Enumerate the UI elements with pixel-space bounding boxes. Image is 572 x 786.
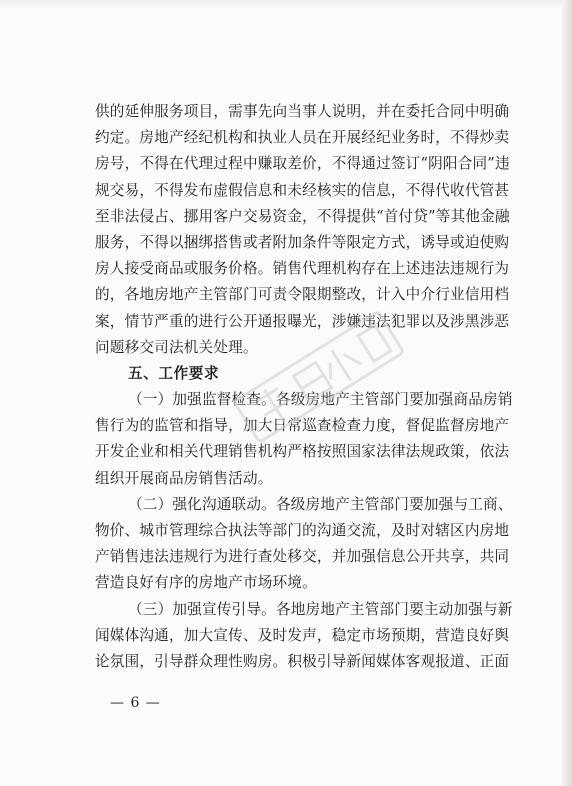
section-heading: 五、工作要求 <box>128 364 220 382</box>
paragraph-line: 物价、城市管理综合执法等部门的沟通交流，及时对辖区内房地 <box>95 522 510 539</box>
paragraph-line: 论氛围，引导群众理性购房。积极引导新闻媒体客观报道、正面 <box>95 652 510 670</box>
paragraph-line: 产销售违法违规行为进行查处移交，并加强信息公开共享，共同 <box>95 548 510 566</box>
scan-shadow-right <box>562 0 572 786</box>
paragraph-line: （一）加强监督检查。各级房地产主管部门要加强商品房销 <box>128 391 513 409</box>
paragraph-line: 售行为的监管和指导，加大日常巡查检查力度，督促监督房地产 <box>95 417 510 435</box>
paragraph-line: 房号，不得在代理过程中赚取差价，不得通过签订“阴阳合同”违 <box>95 155 510 173</box>
paragraph-line: 至非法侵占、挪用客户交易资金，不得提供“首付贷”等其他金融 <box>95 207 510 225</box>
paragraph-line: 房人接受商品或服务价格。销售代理机构存在上述违法违规行为 <box>95 260 510 278</box>
paragraph-line: 约定。房地产经纪机构和执业人员在开展经纪业务时，不得炒卖 <box>95 129 510 147</box>
paragraph-line: 的，各地房地产主管部门可责令限期整改，计入中介行业信用档 <box>95 286 510 304</box>
paragraph-line: 服务，不得以捆绑搭售或者附加条件等限定方式，诱导或迫使购 <box>95 233 510 251</box>
page-number: — 6 — <box>110 695 161 711</box>
paragraph-line: 营造良好有序的房地产市场环境。 <box>95 574 317 592</box>
paragraph-line: 案，情节严重的进行公开通报曝光，涉嫌违法犯罪以及涉黑涉恶 <box>95 312 510 330</box>
paragraph-line: （三）加强宣传引导。各地房地产主管部门要主动加强与新 <box>128 600 513 618</box>
paragraph-line: 问题移交司法机关处理。 <box>95 338 258 356</box>
paragraph-line: 供的延伸服务项目，需事先向当事人说明，并在委托合同中明确 <box>95 103 510 120</box>
paragraph-line: 组织开展商品房销售活动。 <box>95 469 273 487</box>
paragraph-line: 开发企业和相关代理销售机构严格按照国家法律法规政策，依法 <box>95 443 510 461</box>
scan-shadow-top <box>0 0 572 8</box>
paragraph-line: 闻媒体沟通，加大宣传、及时发声，稳定市场预期，营造良好舆 <box>95 626 510 644</box>
paragraph-line: （二）强化沟通联动。各级房地产主管部门要加强与工商、 <box>128 495 513 513</box>
paragraph-line: 规交易，不得发布虚假信息和未经核实的信息，不得代收代管甚 <box>95 181 510 199</box>
document-body <box>95 99 513 675</box>
